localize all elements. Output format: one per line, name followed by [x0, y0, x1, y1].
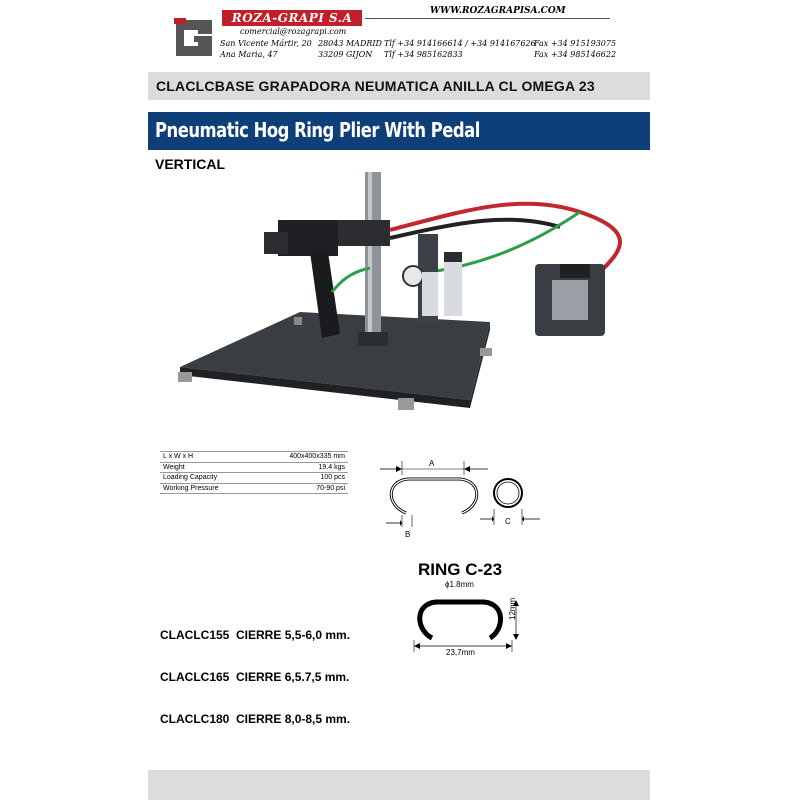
code-line: CLACLC180 CIERRE 8,0-8,5 mm. [160, 712, 351, 726]
email-address[interactable]: comercial@rozagrapi.com [240, 27, 347, 36]
spec-value: 70-90 psi [254, 483, 348, 494]
page-title: CLACLCBASE GRAPADORA NEUMATICA ANILLA CL OMEGA 23 [156, 78, 595, 94]
footer-bar [148, 770, 650, 800]
table-row [160, 452, 348, 463]
dim-label-b: B [405, 530, 411, 539]
ring-dimension-diagram [372, 455, 552, 545]
ring-title: RING C-23 [418, 560, 503, 579]
company-logo [172, 16, 216, 60]
address-fax-1: Fax +34 915193075 [534, 39, 617, 48]
address-street-1: San Vicente Mártir, 20 [220, 39, 312, 48]
spec-value: 19.4 kgs [254, 462, 348, 473]
variant-label: VERTICAL [155, 156, 225, 172]
dim-label-a: A [429, 459, 435, 468]
address-street-2: Ana Maria, 47 [220, 50, 278, 59]
table-row [160, 462, 348, 473]
brand-name: ROZA-GRAPI S.A [222, 10, 362, 26]
spec-label: Working Pressure [160, 483, 254, 494]
address-phone-2: Tlf +34 985162833 [384, 50, 463, 59]
ring-width: 23,7mm [446, 648, 475, 657]
spec-label: Loading Capacity [160, 473, 254, 484]
spec-label: L x W x H [160, 452, 254, 463]
address-postal-2: 33209 GIJON [318, 50, 373, 59]
ring-height: 12mm [508, 597, 517, 620]
address-fax-2: Fax +34 985146622 [534, 50, 617, 59]
address-postal-1: 28043 MADRID [318, 39, 382, 48]
code-line: CLACLC155 CIERRE 5,5-6,0 mm. [160, 628, 351, 642]
spec-value: 100 pcs [254, 473, 348, 484]
table-row [160, 473, 348, 484]
ring-wire-diameter: ϕ1.8mm [445, 580, 474, 589]
product-subtitle: Pneumatic Hog Ring Plier With Pedal [155, 118, 480, 142]
product-photo [160, 172, 640, 422]
spec-value: 400x400x335 mm [254, 452, 348, 463]
dim-label-c: C [505, 517, 511, 526]
product-codes [160, 600, 350, 740]
spec-label: Weight [160, 462, 254, 473]
header-divider [365, 18, 610, 19]
code-line: CLACLC165 CIERRE 6,5.7,5 mm. [160, 670, 350, 684]
table-row [160, 483, 348, 494]
spec-table [160, 451, 348, 494]
ring-c23-diagram [410, 578, 530, 658]
website-url[interactable]: WWW.ROZAGRAPISA.COM [430, 6, 566, 16]
address-phone-1: Tlf +34 914166614 / +34 914167626 [384, 39, 536, 48]
